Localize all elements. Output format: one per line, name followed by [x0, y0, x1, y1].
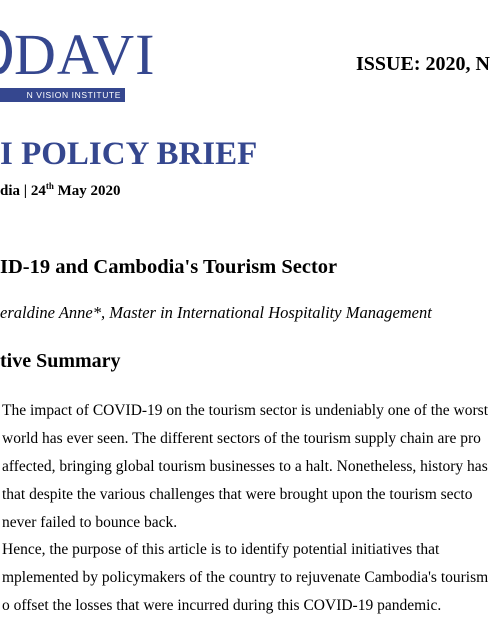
summary-line: Hence, the purpose of this article is to identify potential initiatives that [2, 541, 440, 558]
summary-line: The impact of COVID-19 on the tourism sector is undeniably one of the worst [2, 402, 488, 419]
dateline-ordinal: th [45, 181, 54, 191]
logo-tagline: N VISION INSTITUTE [0, 88, 125, 102]
executive-summary-heading: tive Summary [0, 350, 121, 372]
logo-text: DAVI [14, 22, 156, 87]
article-title: ID-19 and Cambodia's Tourism Sector [0, 256, 338, 278]
summary-line: world has ever seen. The different sectors of the tourism supply chain are pro [2, 430, 481, 447]
dateline [0, 181, 121, 200]
dateline-suffix: May 2020 [53, 183, 121, 199]
dateline-prefix: dia | 24 [0, 183, 46, 199]
institute-logo [0, 22, 156, 104]
logo-mark-icon [0, 30, 12, 74]
summary-line: that despite the various challenges that were brought upon the tourism secto [2, 486, 473, 503]
summary-line: affected, bringing global tourism businesses to a halt. Nonetheless, history has [2, 458, 488, 475]
summary-line: o offset the losses that were incurred during this COVID-19 pandemic. [2, 597, 442, 614]
author-line: eraldine Anne*, Master in International Hospitality Management [0, 303, 432, 322]
summary-line: never failed to bounce back. [2, 514, 178, 531]
issue-label: ISSUE: 2020, N [356, 53, 490, 75]
policy-brief-title: I POLICY BRIEF [0, 136, 258, 172]
summary-line: mplemented by policymakers of the country to rejuvenate Cambodia's tourism [2, 569, 489, 586]
